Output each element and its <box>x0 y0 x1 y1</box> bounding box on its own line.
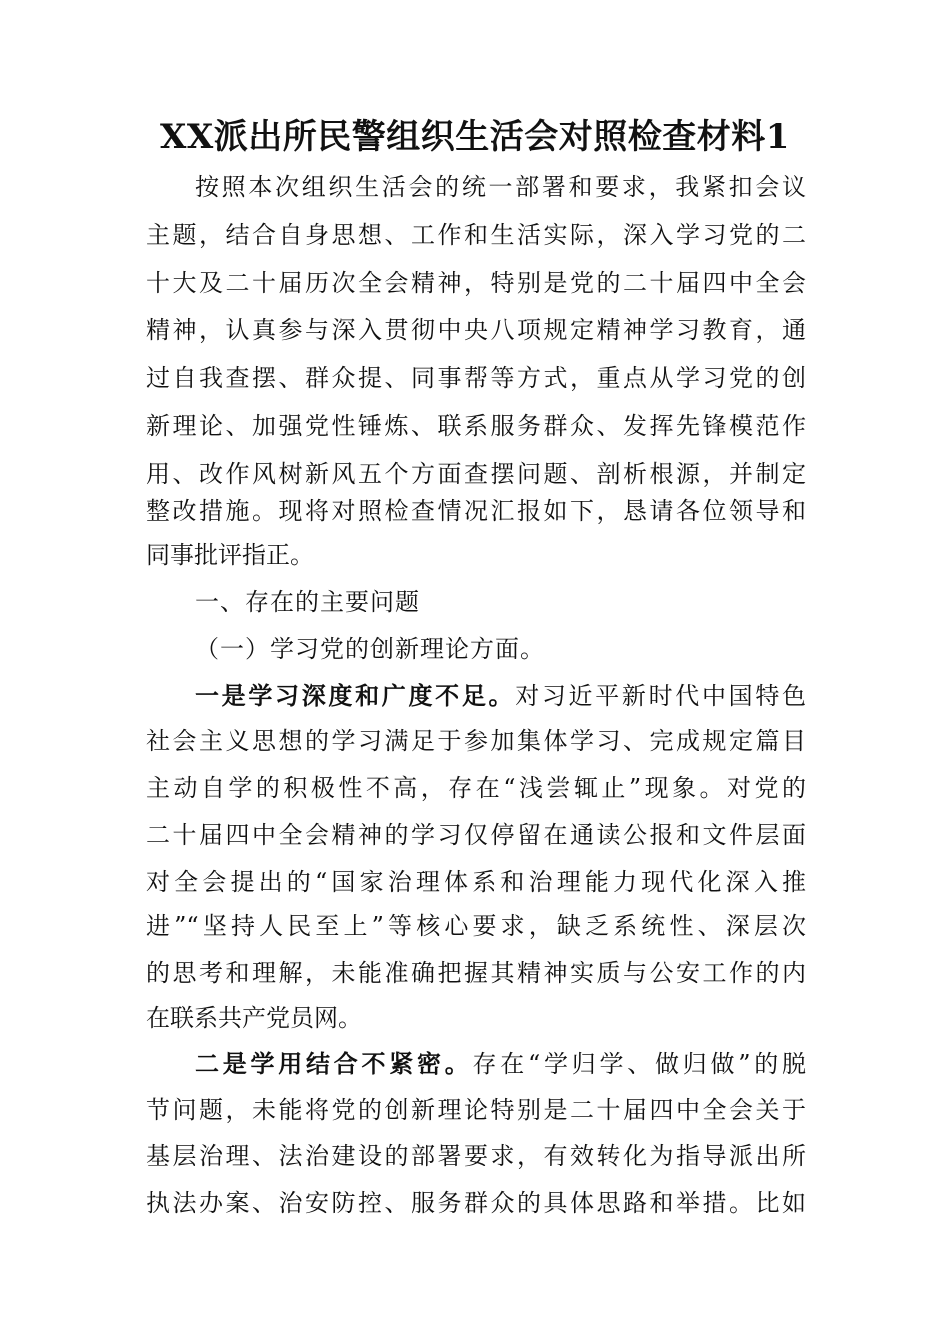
p1-line-8: 在联系共产党员网。 <box>146 1004 362 1032</box>
intro-line-5: 过自我查摆、群众提、同事帮等方式，重点从学习党的创 <box>146 364 806 392</box>
p1-line-3: 主动自学的积极性不高，存在“浅尝辄止”现象。对党的 <box>146 774 806 802</box>
p2-lead: 二是学用结合不紧密。 <box>195 1050 473 1078</box>
document-title: XX派出所民警组织生活会对照检查材料1 <box>160 117 790 157</box>
intro-line-1: 按照本次组织生活会的统一部署和要求，我紧扣会议 <box>195 173 806 201</box>
p1-line-2: 社会主义思想的学习满足于参加集体学习、完成规定篇目 <box>146 727 806 755</box>
intro-line-9: 同事批评指正。 <box>146 541 314 569</box>
intro-line-6: 新理论、加强党性锤炼、联系服务群众、发挥先锋模范作 <box>146 412 806 440</box>
p2-line-2: 节问题，未能将党的创新理论特别是二十届四中全会关于 <box>146 1096 806 1124</box>
p1-lead: 一是学习深度和广度不足。 <box>195 682 516 710</box>
p2-first-line <box>195 1041 806 1088</box>
intro-line-4: 精神，认真参与深入贯彻中央八项规定精神学习教育，通 <box>146 316 806 344</box>
p1-line-6: 进”“坚持人民至上”等核心要求，缺乏系统性、深层次 <box>146 912 806 940</box>
p1-first-rest: 对习近平新时代中国特色 <box>515 682 807 710</box>
intro-line-7: 用、改作风树新风五个方面查摆问题、剖析根源，并制定 <box>146 460 806 488</box>
section-heading: 一、存在的主要问题 <box>195 588 420 616</box>
p1-line-5: 对全会提出的“国家治理体系和治理能力现代化深入推 <box>146 868 806 896</box>
p2-line-3: 基层治理、法治建设的部署要求，有效转化为指导派出所 <box>146 1142 806 1170</box>
p2-line-4: 执法办案、治安防控、服务群众的具体思路和举措。比如 <box>146 1189 806 1217</box>
intro-line-8: 整改措施。现将对照检查情况汇报如下，恳请各位领导和 <box>146 497 806 525</box>
p1-line-7: 的思考和理解，未能准确把握其精神实质与公安工作的内 <box>146 959 806 987</box>
p1-line-4: 二十届四中全会精神的学习仅停留在通读公报和文件层面 <box>146 821 806 849</box>
p1-first-line <box>195 673 806 720</box>
subsection-heading: （一）学习党的创新理论方面。 <box>195 635 545 663</box>
intro-line-2: 主题，结合自身思想、工作和生活实际，深入学习党的二 <box>146 221 806 249</box>
p2-first-rest: 存在“学归学、做归做”的脱 <box>472 1050 806 1078</box>
intro-line-3: 十大及二十届历次全会精神，特别是党的二十届四中全会 <box>146 269 806 297</box>
